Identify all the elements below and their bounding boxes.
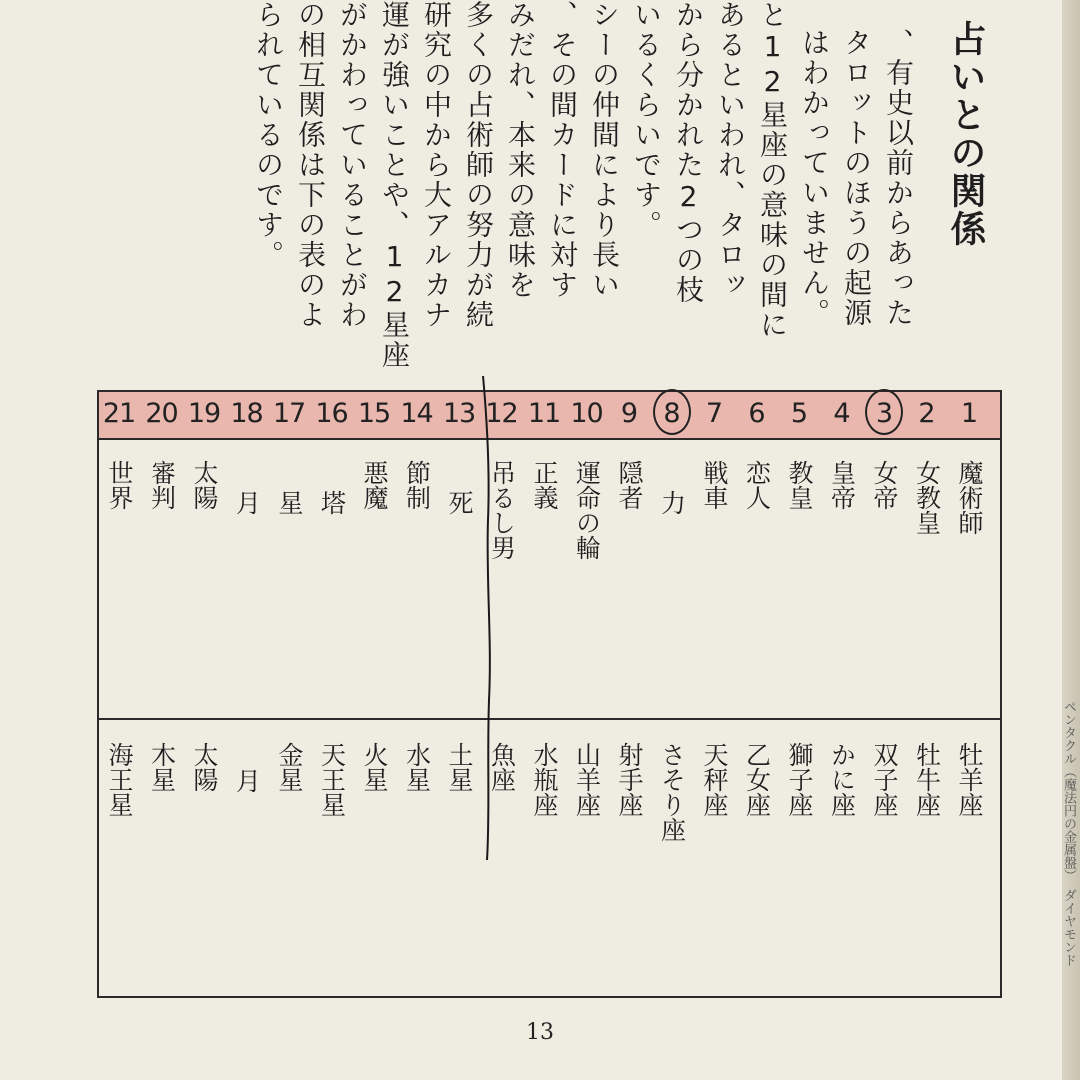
card-number: 16 bbox=[315, 398, 348, 429]
zodiac-planet: 山羊座 bbox=[572, 742, 602, 817]
body-text-column: 研究の中から大アルカナ bbox=[420, 0, 453, 330]
card-number: 20 bbox=[145, 398, 178, 429]
zodiac-planet: 水瓶座 bbox=[530, 742, 559, 817]
card-name: 正義 bbox=[530, 460, 559, 510]
zodiac-planet: 月 bbox=[232, 768, 262, 793]
card-number: 9 bbox=[620, 398, 638, 429]
card-number: 15 bbox=[357, 398, 391, 429]
card-number: 2 bbox=[918, 398, 935, 429]
card-number: 6 bbox=[748, 398, 765, 429]
card-name: 運命の輪 bbox=[572, 460, 602, 560]
card-number: 5 bbox=[790, 398, 808, 429]
zodiac-planet: 魚座 bbox=[487, 742, 517, 792]
tarot-correspondence-table bbox=[97, 390, 1002, 998]
body-text-column: いるくらいです。 bbox=[630, 0, 663, 240]
card-name: 力 bbox=[657, 490, 687, 515]
card-number: 17 bbox=[272, 398, 306, 429]
card-name: 悪魔 bbox=[360, 460, 389, 510]
body-text-column: と12星座の意味の間に bbox=[756, 0, 789, 340]
card-name: 審判 bbox=[147, 460, 177, 510]
body-text-column: タロットのほうの起源 bbox=[840, 28, 873, 328]
body-text-column: がかわっていることがわ bbox=[336, 0, 369, 330]
zodiac-planet: 牡羊座 bbox=[955, 742, 984, 817]
zodiac-planet: 木星 bbox=[147, 742, 177, 792]
card-number: 12 bbox=[485, 398, 518, 429]
card-number: 4 bbox=[833, 398, 850, 429]
table-row-divider bbox=[99, 718, 1000, 720]
card-number: 1 bbox=[960, 398, 978, 429]
card-number-row bbox=[99, 392, 1000, 440]
zodiac-planet: 海王星 bbox=[105, 742, 134, 817]
zodiac-planet: 牡牛座 bbox=[912, 742, 942, 817]
card-name: 魔術師 bbox=[955, 460, 984, 535]
body-text-column: の相互関係は下の表のよ bbox=[294, 0, 327, 330]
card-name: 死 bbox=[445, 490, 474, 515]
page-number: 13 bbox=[526, 1020, 554, 1045]
zodiac-planet: 天秤座 bbox=[700, 742, 729, 817]
body-text-column: シーの仲間により長い bbox=[588, 0, 621, 300]
zodiac-planet: かに座 bbox=[827, 742, 857, 817]
card-name: 塔 bbox=[317, 490, 347, 515]
card-name: 月 bbox=[232, 490, 262, 515]
zodiac-planet: 乙女座 bbox=[742, 742, 772, 817]
card-name: 戦車 bbox=[700, 460, 729, 510]
handwritten-circle bbox=[653, 389, 691, 435]
zodiac-planet: 土星 bbox=[445, 742, 474, 792]
card-name: 世界 bbox=[105, 460, 134, 510]
card-name: 教皇 bbox=[785, 460, 814, 510]
body-text-column: はわかっていません。 bbox=[798, 28, 831, 328]
card-number: 13 bbox=[442, 398, 476, 429]
body-text-column: みだれ、本来の意味を bbox=[504, 0, 537, 300]
card-number: 21 bbox=[102, 398, 136, 429]
zodiac-planet: 天王星 bbox=[317, 742, 347, 817]
section-heading: 占いとの関係 bbox=[945, 20, 986, 248]
card-name: 隠者 bbox=[615, 460, 644, 510]
card-name: 皇帝 bbox=[827, 460, 857, 510]
body-text-column: あるといわれ、タロッ bbox=[714, 0, 747, 300]
card-number: 10 bbox=[570, 398, 603, 429]
card-name: 女教皇 bbox=[912, 460, 942, 535]
card-name: 女帝 bbox=[870, 460, 899, 510]
card-name: 吊るし男 bbox=[487, 460, 517, 560]
card-number: 19 bbox=[187, 398, 221, 429]
body-text-column: 運が強いことや、12星座 bbox=[378, 0, 411, 370]
body-text-column: から分かれた2つの枝 bbox=[672, 0, 705, 305]
card-name: 節制 bbox=[402, 460, 432, 510]
zodiac-planet: 太陽 bbox=[190, 742, 219, 792]
card-number: 7 bbox=[705, 398, 723, 429]
card-number: 14 bbox=[400, 398, 433, 429]
card-name: 恋人 bbox=[742, 460, 772, 510]
card-number: 18 bbox=[230, 398, 263, 429]
zodiac-planet: 射手座 bbox=[615, 742, 644, 817]
zodiac-planet: 金星 bbox=[275, 742, 304, 792]
zodiac-planet: さそり座 bbox=[657, 742, 687, 842]
card-name: 太陽 bbox=[190, 460, 219, 510]
zodiac-planet: 水星 bbox=[402, 742, 432, 792]
body-text-column: 、有史以前からあった bbox=[882, 28, 915, 328]
next-page-edge-text: ペンタクル（魔法円の金属盤） ダイヤモンド bbox=[1061, 700, 1076, 967]
body-text-column: られているのです。 bbox=[252, 0, 285, 270]
body-text-column: 多くの占術師の努力が続 bbox=[462, 0, 495, 330]
handwritten-circle bbox=[865, 389, 903, 435]
zodiac-planet: 火星 bbox=[360, 742, 389, 792]
card-name: 星 bbox=[275, 490, 304, 515]
zodiac-planet: 獅子座 bbox=[785, 742, 814, 817]
body-text-column: 、その間カードに対す bbox=[546, 0, 579, 300]
card-number: 3 bbox=[875, 398, 893, 429]
card-number: 8 bbox=[663, 398, 680, 429]
card-number: 11 bbox=[527, 398, 561, 429]
zodiac-planet: 双子座 bbox=[870, 742, 899, 817]
